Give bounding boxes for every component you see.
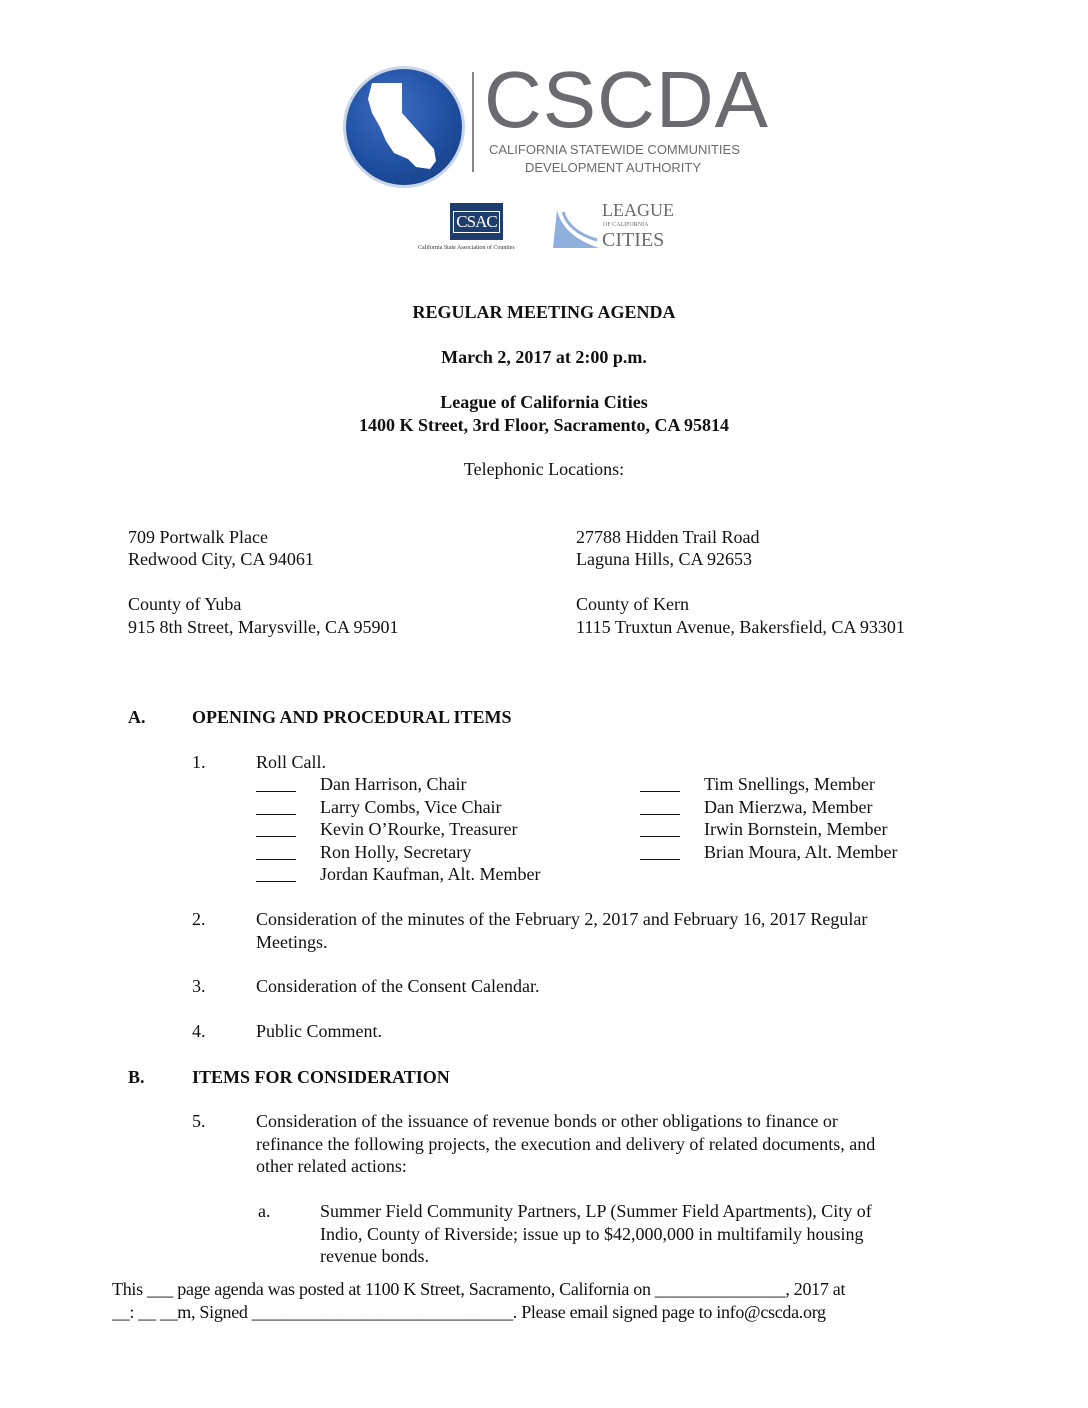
item-1-number: 1. bbox=[192, 752, 206, 772]
attendance-blank bbox=[640, 859, 680, 860]
item-3-number: 3. bbox=[192, 976, 206, 996]
roll-call-member-left: Larry Combs, Vice Chair bbox=[320, 796, 502, 817]
roll-call-member-left: Jordan Kaufman, Alt. Member bbox=[320, 864, 541, 884]
item-5a-line3: revenue bonds. bbox=[320, 1246, 429, 1266]
item-3-text: Consideration of the Consent Calendar. bbox=[256, 976, 540, 996]
logo-name: CSCDA bbox=[484, 55, 770, 144]
roll-call-member-right: Tim Snellings, Member bbox=[704, 774, 875, 794]
logo-divider bbox=[472, 72, 474, 172]
roll-call-member-right: Dan Mierzwa, Member bbox=[704, 796, 873, 817]
attendance-blank bbox=[640, 836, 680, 837]
logo-line1: CALIFORNIA STATEWIDE COMMUNITIES bbox=[489, 142, 740, 157]
league-mid: OF CALIFORNIA bbox=[603, 222, 649, 228]
roll-call-member-left: Ron Holly, Secretary bbox=[320, 841, 472, 862]
section-a-letter: A. bbox=[128, 707, 146, 727]
attendance-blank bbox=[256, 836, 296, 837]
item-4-number: 4. bbox=[192, 1021, 206, 1041]
item-1-text: Roll Call. bbox=[256, 752, 327, 772]
location-2-line2: Laguna Hills, CA 92653 bbox=[576, 549, 752, 569]
roll-call-member-left: Kevin O’Rourke, Treasurer bbox=[320, 819, 518, 839]
roll-call-member-left: Dan Harrison, Chair bbox=[320, 774, 467, 794]
meeting-address: 1400 K Street, 3rd Floor, Sacramento, CA 95814 bbox=[359, 415, 729, 435]
location-4-line1: County of Kern bbox=[576, 594, 689, 614]
item-5a-line1: Summer Field Community Partners, LP (Summer Field Apartments), City of bbox=[320, 1201, 872, 1221]
league-arcs-icon bbox=[553, 206, 599, 248]
item-5-number: 5. bbox=[192, 1111, 206, 1131]
footer-line2: __: __ __m, Signed ______________________________. Please email signed page to info@cscda.org bbox=[112, 1302, 826, 1322]
item-5-line2: refinance the following projects, the execution and delivery of related documents, and bbox=[256, 1134, 876, 1154]
league-bottom: CITIES bbox=[602, 229, 665, 251]
item-4-text: Public Comment. bbox=[256, 1021, 382, 1041]
csac-text: CSAC bbox=[453, 211, 499, 233]
csac-caption: California State Association of Counties bbox=[418, 245, 515, 251]
location-1-line1: 709 Portwalk Place bbox=[128, 527, 268, 547]
location-4-line2: 1115 Truxtun Avenue, Bakersfield, CA 93301 bbox=[576, 617, 905, 637]
section-b-letter: B. bbox=[128, 1067, 145, 1087]
california-seal-icon bbox=[346, 69, 462, 185]
roll-call-member-right: Brian Moura, Alt. Member bbox=[704, 841, 898, 862]
location-3-line1: County of Yuba bbox=[128, 594, 242, 614]
roll-call-member-right: Irwin Bornstein, Member bbox=[704, 819, 888, 839]
attendance-blank bbox=[256, 814, 296, 815]
location-2-line1: 27788 Hidden Trail Road bbox=[576, 527, 760, 547]
location-3-line2: 915 8th Street, Marysville, CA 95901 bbox=[128, 617, 399, 637]
telephonic-heading: Telephonic Locations: bbox=[463, 459, 625, 479]
agenda-title: REGULAR MEETING AGENDA bbox=[412, 302, 676, 322]
item-2-number: 2. bbox=[192, 909, 206, 929]
meeting-venue: League of California Cities bbox=[440, 392, 648, 412]
meeting-date: March 2, 2017 at 2:00 p.m. bbox=[441, 347, 647, 367]
attendance-blank bbox=[256, 859, 296, 860]
logo-line2: DEVELOPMENT AUTHORITY bbox=[525, 160, 702, 175]
attendance-blank bbox=[256, 791, 296, 792]
csac-box bbox=[450, 203, 503, 240]
item-2-line2: Meetings. bbox=[256, 932, 328, 952]
attendance-blank bbox=[640, 791, 680, 792]
section-a-title: OPENING AND PROCEDURAL ITEMS bbox=[192, 707, 512, 727]
item-5a-letter: a. bbox=[258, 1201, 271, 1221]
item-5a-line2: Indio, County of Riverside; issue up to $42,000,000 in multifamily housing bbox=[320, 1224, 864, 1244]
footer-line1: This ___ page agenda was posted at 1100 K Street, Sacramento, California on _______________, 2017 at bbox=[112, 1279, 846, 1299]
item-2-line1: Consideration of the minutes of the February 2, 2017 and February 16, 2017 Regular bbox=[256, 909, 868, 929]
item-5-line3: other related actions: bbox=[256, 1156, 407, 1176]
league-top: LEAGUE bbox=[602, 200, 674, 220]
location-1-line2: Redwood City, CA 94061 bbox=[128, 549, 314, 569]
item-5-line1: Consideration of the issuance of revenue bonds or other obligations to finance or bbox=[256, 1111, 838, 1131]
attendance-blank bbox=[640, 814, 680, 815]
attendance-blank bbox=[256, 881, 296, 882]
section-b-title: ITEMS FOR CONSIDERATION bbox=[192, 1067, 450, 1087]
